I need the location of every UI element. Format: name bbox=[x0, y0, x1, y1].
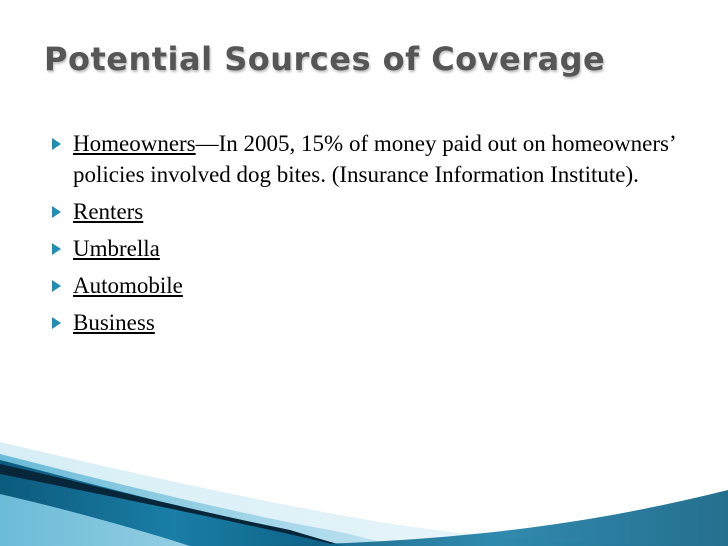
bullet-item-automobile bbox=[52, 270, 702, 301]
automobile-link[interactable]: Automobile bbox=[73, 273, 183, 298]
triangle-right-icon bbox=[52, 206, 61, 218]
decorative-swoosh bbox=[0, 430, 728, 546]
umbrella-link[interactable]: Umbrella bbox=[73, 236, 160, 261]
triangle-right-icon bbox=[52, 317, 61, 329]
business-link[interactable]: Business bbox=[73, 310, 155, 335]
bullet-item-renters bbox=[52, 196, 702, 227]
bullet-text: —In 2005, 15% of money paid out on homeowners’ policies involved dog bites. (Insurance Information Institute). bbox=[73, 131, 675, 187]
bullet-item-business bbox=[52, 307, 702, 338]
bullet-item-umbrella bbox=[52, 233, 702, 264]
triangle-right-icon bbox=[52, 243, 61, 255]
renters-link[interactable]: Renters bbox=[73, 199, 144, 224]
triangle-right-icon bbox=[52, 138, 61, 150]
slide-title: Potential Sources of Coverage bbox=[44, 40, 606, 78]
homeowners-link[interactable]: Homeowners bbox=[73, 131, 196, 156]
bullet-list bbox=[52, 128, 702, 344]
triangle-right-icon bbox=[52, 280, 61, 292]
bullet-item-homeowners bbox=[52, 128, 702, 190]
